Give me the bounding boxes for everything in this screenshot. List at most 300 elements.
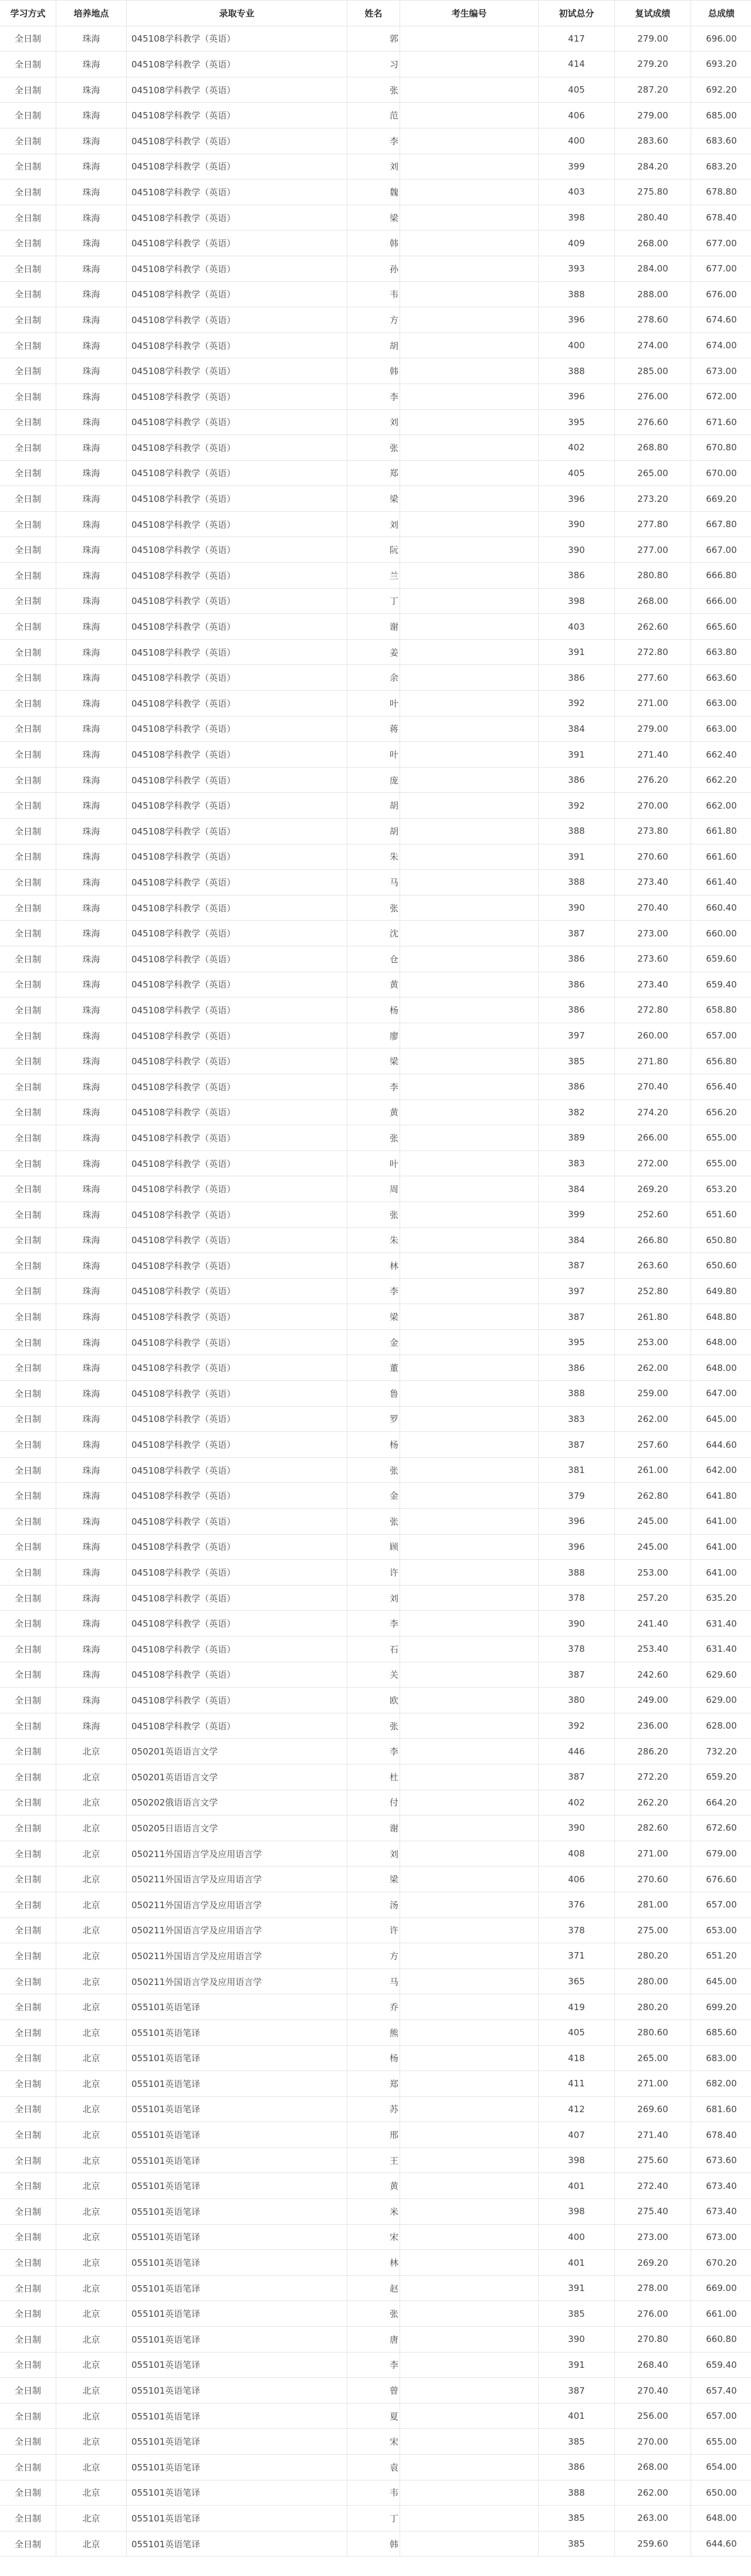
table-row	[0, 52, 751, 77]
cell-training-location: 北京	[56, 2224, 127, 2250]
cell-retest-score: 280.20	[615, 1943, 691, 1969]
cell-candidate-id	[400, 1969, 539, 1994]
table-row	[0, 997, 751, 1023]
cell-training-location: 珠海	[56, 307, 127, 333]
table-row	[0, 2096, 751, 2122]
cell-total-score: 667.80	[691, 511, 751, 537]
cell-name: 金	[347, 1329, 400, 1355]
cell-name: 方	[347, 307, 400, 333]
cell-initial-score: 401	[539, 2173, 615, 2199]
cell-total-score: 653.20	[691, 1176, 751, 1202]
cell-retest-score: 270.40	[615, 895, 691, 921]
cell-training-location: 珠海	[56, 1381, 127, 1407]
cell-name: 罗	[347, 1406, 400, 1432]
cell-candidate-id	[400, 1815, 539, 1841]
cell-initial-score: 398	[539, 205, 615, 230]
cell-name: 范	[347, 103, 400, 128]
cell-initial-score: 398	[539, 588, 615, 614]
cell-admitted-major: 055101英语笔译	[127, 2147, 347, 2173]
cell-candidate-id	[400, 1457, 539, 1483]
cell-candidate-id	[400, 460, 539, 486]
cell-admitted-major: 055101英语笔译	[127, 2301, 347, 2327]
table-row	[0, 921, 751, 946]
cell-total-score: 648.00	[691, 2506, 751, 2531]
table-row	[0, 1304, 751, 1330]
cell-total-score: 641.00	[691, 1560, 751, 1586]
cell-study-mode: 全日制	[0, 844, 56, 870]
cell-retest-score: 262.80	[615, 1483, 691, 1509]
cell-training-location: 北京	[56, 1994, 127, 2020]
cell-study-mode: 全日制	[0, 1994, 56, 2020]
cell-name: 金	[347, 1483, 400, 1509]
cell-name: 欧	[347, 1688, 400, 1713]
table-row	[0, 1611, 751, 1637]
cell-initial-score: 396	[539, 383, 615, 409]
cell-name: 杜	[347, 1764, 400, 1790]
cell-training-location: 珠海	[56, 1509, 127, 1535]
cell-initial-score: 397	[539, 1278, 615, 1304]
cell-retest-score: 270.60	[615, 844, 691, 870]
cell-name: 邢	[347, 2122, 400, 2148]
cell-study-mode: 全日制	[0, 2250, 56, 2276]
cell-name: 李	[347, 2352, 400, 2378]
cell-retest-score: 270.80	[615, 2327, 691, 2353]
cell-admitted-major: 045108学科教学（英语）	[127, 1253, 347, 1279]
cell-study-mode: 全日制	[0, 2301, 56, 2327]
table-row	[0, 460, 751, 486]
table-row	[0, 307, 751, 333]
cell-name: 仓	[347, 946, 400, 972]
cell-admitted-major: 045108学科教学（英语）	[127, 614, 347, 640]
table-row	[0, 2250, 751, 2276]
cell-candidate-id	[400, 2045, 539, 2071]
cell-training-location: 北京	[56, 2173, 127, 2199]
cell-retest-score: 285.00	[615, 358, 691, 384]
table-row	[0, 1150, 751, 1176]
cell-admitted-major: 045108学科教学（英语）	[127, 1125, 347, 1151]
table-row	[0, 2455, 751, 2480]
cell-retest-score: 273.40	[615, 972, 691, 997]
cell-name: 马	[347, 1969, 400, 1994]
cell-retest-score: 269.20	[615, 2250, 691, 2276]
cell-name: 李	[347, 128, 400, 154]
cell-initial-score: 391	[539, 2352, 615, 2378]
cell-study-mode: 全日制	[0, 895, 56, 921]
cell-name: 黄	[347, 972, 400, 997]
cell-name: 梁	[347, 1048, 400, 1074]
cell-retest-score: 273.20	[615, 486, 691, 512]
cell-admitted-major: 045108学科教学（英语）	[127, 1099, 347, 1125]
cell-study-mode: 全日制	[0, 1253, 56, 1279]
cell-retest-score: 283.60	[615, 128, 691, 154]
table-row	[0, 1943, 751, 1969]
cell-candidate-id	[400, 716, 539, 742]
cell-name: 鲁	[347, 1381, 400, 1407]
table-row	[0, 2352, 751, 2378]
cell-admitted-major: 045108学科教学（英语）	[127, 128, 347, 154]
cell-name: 叶	[347, 1150, 400, 1176]
cell-initial-score: 385	[539, 1048, 615, 1074]
cell-admitted-major: 045108学科教学（英语）	[127, 1304, 347, 1330]
cell-training-location: 北京	[56, 2045, 127, 2071]
cell-retest-score: 245.00	[615, 1509, 691, 1535]
cell-admitted-major: 045108学科教学（英语）	[127, 946, 347, 972]
cell-training-location: 珠海	[56, 1048, 127, 1074]
cell-admitted-major: 045108学科教学（英语）	[127, 179, 347, 205]
cell-candidate-id	[400, 767, 539, 793]
cell-admitted-major: 045108学科教学（英语）	[127, 793, 347, 819]
cell-admitted-major: 055101英语笔译	[127, 2275, 347, 2301]
table-row	[0, 26, 751, 52]
header-study-mode: 学习方式	[0, 1, 56, 26]
cell-candidate-id	[400, 307, 539, 333]
cell-retest-score: 271.00	[615, 691, 691, 717]
cell-initial-score: 383	[539, 1150, 615, 1176]
cell-initial-score: 388	[539, 1381, 615, 1407]
cell-training-location: 珠海	[56, 154, 127, 179]
cell-admitted-major: 055101英语笔译	[127, 2480, 347, 2506]
cell-retest-score: 241.40	[615, 1611, 691, 1637]
cell-training-location: 珠海	[56, 895, 127, 921]
cell-training-location: 珠海	[56, 1278, 127, 1304]
cell-study-mode: 全日制	[0, 1202, 56, 1227]
cell-training-location: 北京	[56, 2250, 127, 2276]
cell-name: 宋	[347, 2224, 400, 2250]
cell-study-mode: 全日制	[0, 1892, 56, 1917]
cell-total-score: 628.00	[691, 1713, 751, 1739]
cell-retest-score: 281.00	[615, 1892, 691, 1917]
cell-total-score: 647.00	[691, 1381, 751, 1407]
cell-retest-score: 236.00	[615, 1713, 691, 1739]
cell-initial-score: 390	[539, 2327, 615, 2353]
cell-initial-score: 385	[539, 2506, 615, 2531]
cell-initial-score: 385	[539, 2301, 615, 2327]
cell-admitted-major: 055101英语笔译	[127, 2224, 347, 2250]
cell-candidate-id	[400, 614, 539, 640]
cell-name: 韦	[347, 2480, 400, 2506]
cell-initial-score: 392	[539, 691, 615, 717]
cell-training-location: 北京	[56, 1790, 127, 1815]
cell-admitted-major: 045108学科教学（英语）	[127, 716, 347, 742]
cell-training-location: 珠海	[56, 1534, 127, 1560]
cell-training-location: 珠海	[56, 1304, 127, 1330]
cell-training-location: 珠海	[56, 819, 127, 844]
cell-training-location: 珠海	[56, 1099, 127, 1125]
cell-admitted-major: 050211外国语言学及应用语言学	[127, 1917, 347, 1943]
cell-name: 刘	[347, 1841, 400, 1866]
cell-candidate-id	[400, 435, 539, 461]
cell-study-mode: 全日制	[0, 2378, 56, 2404]
table-row	[0, 1176, 751, 1202]
cell-total-score: 641.80	[691, 1483, 751, 1509]
cell-training-location: 珠海	[56, 537, 127, 563]
cell-initial-score: 384	[539, 1176, 615, 1202]
cell-admitted-major: 045108学科教学（英语）	[127, 691, 347, 717]
cell-total-score: 650.80	[691, 1227, 751, 1253]
cell-initial-score: 405	[539, 77, 615, 103]
cell-initial-score: 380	[539, 1688, 615, 1713]
cell-total-score: 664.20	[691, 1790, 751, 1815]
cell-training-location: 珠海	[56, 563, 127, 589]
cell-candidate-id	[400, 1892, 539, 1917]
cell-name: 朱	[347, 844, 400, 870]
cell-name: 韩	[347, 358, 400, 384]
cell-candidate-id	[400, 1994, 539, 2020]
cell-study-mode: 全日制	[0, 2045, 56, 2071]
cell-candidate-id	[400, 2378, 539, 2404]
cell-candidate-id	[400, 2147, 539, 2173]
cell-admitted-major: 055101英语笔译	[127, 2327, 347, 2353]
cell-total-score: 656.20	[691, 1099, 751, 1125]
cell-initial-score: 391	[539, 844, 615, 870]
cell-retest-score: 288.00	[615, 281, 691, 307]
cell-study-mode: 全日制	[0, 793, 56, 819]
cell-admitted-major: 045108学科教学（英语）	[127, 588, 347, 614]
cell-retest-score: 262.00	[615, 1355, 691, 1381]
table-row	[0, 256, 751, 281]
cell-name: 杨	[347, 1432, 400, 1458]
cell-initial-score: 446	[539, 1739, 615, 1764]
cell-study-mode: 全日制	[0, 1304, 56, 1330]
cell-retest-score: 270.60	[615, 1866, 691, 1892]
cell-admitted-major: 055101英语笔译	[127, 2352, 347, 2378]
cell-training-location: 北京	[56, 2301, 127, 2327]
cell-total-score: 656.40	[691, 1074, 751, 1099]
cell-initial-score: 398	[539, 2199, 615, 2225]
table-row	[0, 1381, 751, 1407]
cell-study-mode: 全日制	[0, 2020, 56, 2045]
cell-initial-score: 395	[539, 1329, 615, 1355]
cell-study-mode: 全日制	[0, 2352, 56, 2378]
cell-name: 杨	[347, 997, 400, 1023]
cell-training-location: 北京	[56, 2071, 127, 2097]
cell-study-mode: 全日制	[0, 1355, 56, 1381]
cell-total-score: 648.80	[691, 1304, 751, 1330]
table-row	[0, 946, 751, 972]
cell-initial-score: 387	[539, 1304, 615, 1330]
cell-candidate-id	[400, 921, 539, 946]
cell-training-location: 北京	[56, 1866, 127, 1892]
cell-retest-score: 275.80	[615, 179, 691, 205]
table-row	[0, 537, 751, 563]
cell-initial-score: 378	[539, 1585, 615, 1611]
cell-name: 兰	[347, 563, 400, 589]
cell-candidate-id	[400, 1329, 539, 1355]
cell-retest-score: 278.60	[615, 307, 691, 333]
cell-retest-score: 265.00	[615, 460, 691, 486]
cell-name: 刘	[347, 1585, 400, 1611]
cell-admitted-major: 055101英语笔译	[127, 2506, 347, 2531]
cell-study-mode: 全日制	[0, 1688, 56, 1713]
cell-total-score: 641.00	[691, 1509, 751, 1535]
table-row	[0, 409, 751, 435]
cell-study-mode: 全日制	[0, 2173, 56, 2199]
cell-study-mode: 全日制	[0, 1278, 56, 1304]
cell-study-mode: 全日制	[0, 2147, 56, 2173]
cell-retest-score: 259.60	[615, 2531, 691, 2557]
cell-name: 李	[347, 1611, 400, 1637]
cell-total-score: 654.00	[691, 2455, 751, 2480]
cell-name: 李	[347, 383, 400, 409]
cell-retest-score: 260.00	[615, 1023, 691, 1048]
cell-retest-score: 266.80	[615, 1227, 691, 1253]
cell-retest-score: 276.00	[615, 383, 691, 409]
cell-retest-score: 286.20	[615, 1739, 691, 1764]
cell-candidate-id	[400, 2327, 539, 2353]
cell-retest-score: 287.20	[615, 77, 691, 103]
cell-candidate-id	[400, 332, 539, 358]
cell-name: 顾	[347, 1534, 400, 1560]
cell-training-location: 珠海	[56, 230, 127, 256]
cell-training-location: 珠海	[56, 1253, 127, 1279]
cell-retest-score: 271.80	[615, 1048, 691, 1074]
cell-total-score: 681.60	[691, 2096, 751, 2122]
cell-name: 韩	[347, 230, 400, 256]
cell-admitted-major: 045108学科教学（英语）	[127, 205, 347, 230]
cell-study-mode: 全日制	[0, 460, 56, 486]
cell-name: 余	[347, 665, 400, 691]
cell-admitted-major: 045108学科教学（英语）	[127, 1227, 347, 1253]
cell-total-score: 678.40	[691, 205, 751, 230]
cell-study-mode: 全日制	[0, 128, 56, 154]
cell-initial-score: 386	[539, 563, 615, 589]
cell-candidate-id	[400, 2480, 539, 2506]
cell-training-location: 北京	[56, 2122, 127, 2148]
cell-retest-score: 259.00	[615, 1381, 691, 1407]
cell-training-location: 珠海	[56, 1074, 127, 1099]
cell-retest-score: 284.20	[615, 154, 691, 179]
cell-initial-score: 409	[539, 230, 615, 256]
cell-admitted-major: 045108学科教学（英语）	[127, 1713, 347, 1739]
cell-training-location: 珠海	[56, 281, 127, 307]
cell-study-mode: 全日制	[0, 870, 56, 895]
cell-total-score: 629.60	[691, 1662, 751, 1688]
cell-study-mode: 全日制	[0, 1662, 56, 1688]
cell-retest-score: 265.00	[615, 2045, 691, 2071]
cell-training-location: 北京	[56, 1841, 127, 1866]
cell-retest-score: 273.00	[615, 921, 691, 946]
cell-initial-score: 391	[539, 2275, 615, 2301]
cell-total-score: 631.40	[691, 1637, 751, 1662]
cell-study-mode: 全日制	[0, 1176, 56, 1202]
cell-candidate-id	[400, 1509, 539, 1535]
table-row	[0, 2480, 751, 2506]
cell-training-location: 北京	[56, 1815, 127, 1841]
table-row	[0, 435, 751, 461]
cell-retest-score: 280.00	[615, 1969, 691, 1994]
table-row	[0, 1278, 751, 1304]
cell-total-score: 677.00	[691, 230, 751, 256]
cell-total-score: 673.00	[691, 2224, 751, 2250]
table-row	[0, 1202, 751, 1227]
cell-total-score: 670.00	[691, 460, 751, 486]
cell-name: 韩	[347, 2531, 400, 2557]
cell-candidate-id	[400, 52, 539, 77]
cell-name: 张	[347, 1202, 400, 1227]
table-row	[0, 665, 751, 691]
cell-training-location: 北京	[56, 1764, 127, 1790]
cell-retest-score: 272.40	[615, 2173, 691, 2199]
cell-candidate-id	[400, 2455, 539, 2480]
table-row	[0, 1994, 751, 2020]
cell-admitted-major: 045108学科教学（英语）	[127, 26, 347, 52]
table-row	[0, 1355, 751, 1381]
table-row	[0, 1713, 751, 1739]
cell-admitted-major: 045108学科教学（英语）	[127, 1483, 347, 1509]
cell-candidate-id	[400, 1483, 539, 1509]
cell-total-score: 659.40	[691, 972, 751, 997]
cell-initial-score: 378	[539, 1917, 615, 1943]
cell-training-location: 珠海	[56, 409, 127, 435]
cell-admitted-major: 045108学科教学（英语）	[127, 154, 347, 179]
cell-total-score: 657.00	[691, 2403, 751, 2429]
cell-training-location: 珠海	[56, 460, 127, 486]
cell-retest-score: 278.00	[615, 2275, 691, 2301]
cell-total-score: 672.60	[691, 1815, 751, 1841]
cell-total-score: 659.40	[691, 2352, 751, 2378]
cell-total-score: 663.80	[691, 639, 751, 665]
table-row	[0, 1509, 751, 1535]
cell-candidate-id	[400, 2020, 539, 2045]
cell-training-location: 珠海	[56, 1125, 127, 1151]
cell-admitted-major: 045108学科教学（英语）	[127, 1560, 347, 1586]
cell-candidate-id	[400, 2301, 539, 2327]
cell-candidate-id	[400, 1841, 539, 1866]
cell-study-mode: 全日制	[0, 486, 56, 512]
cell-candidate-id	[400, 179, 539, 205]
cell-total-score: 657.00	[691, 1023, 751, 1048]
cell-admitted-major: 045108学科教学（英语）	[127, 870, 347, 895]
table-row	[0, 486, 751, 512]
cell-retest-score: 253.00	[615, 1560, 691, 1586]
cell-admitted-major: 045108学科教学（英语）	[127, 103, 347, 128]
cell-retest-score: 279.00	[615, 26, 691, 52]
cell-admitted-major: 045108学科教学（英语）	[127, 1688, 347, 1713]
cell-admitted-major: 045108学科教学（英语）	[127, 537, 347, 563]
cell-admitted-major: 045108学科教学（英语）	[127, 1278, 347, 1304]
cell-admitted-major: 045108学科教学（英语）	[127, 1637, 347, 1662]
cell-initial-score: 396	[539, 1534, 615, 1560]
cell-training-location: 珠海	[56, 588, 127, 614]
cell-training-location: 珠海	[56, 435, 127, 461]
cell-training-location: 珠海	[56, 639, 127, 665]
cell-initial-score: 390	[539, 1611, 615, 1637]
cell-retest-score: 279.00	[615, 103, 691, 128]
cell-candidate-id	[400, 2096, 539, 2122]
cell-candidate-id	[400, 665, 539, 691]
cell-initial-score: 390	[539, 537, 615, 563]
cell-name: 刘	[347, 154, 400, 179]
cell-initial-score: 385	[539, 2531, 615, 2557]
cell-training-location: 珠海	[56, 1355, 127, 1381]
cell-training-location: 北京	[56, 2275, 127, 2301]
cell-name: 丁	[347, 2506, 400, 2531]
cell-retest-score: 271.40	[615, 742, 691, 768]
cell-admitted-major: 055101英语笔译	[127, 2020, 347, 2045]
cell-initial-score: 387	[539, 921, 615, 946]
cell-name: 郑	[347, 460, 400, 486]
cell-admitted-major: 045108学科教学（英语）	[127, 1202, 347, 1227]
cell-candidate-id	[400, 563, 539, 589]
cell-admitted-major: 045108学科教学（英语）	[127, 972, 347, 997]
cell-name: 林	[347, 1253, 400, 1279]
table-row	[0, 103, 751, 128]
cell-candidate-id	[400, 1406, 539, 1432]
cell-initial-score: 414	[539, 52, 615, 77]
table-row	[0, 2173, 751, 2199]
header-initial-score: 初试总分	[539, 1, 615, 26]
cell-initial-score: 388	[539, 819, 615, 844]
